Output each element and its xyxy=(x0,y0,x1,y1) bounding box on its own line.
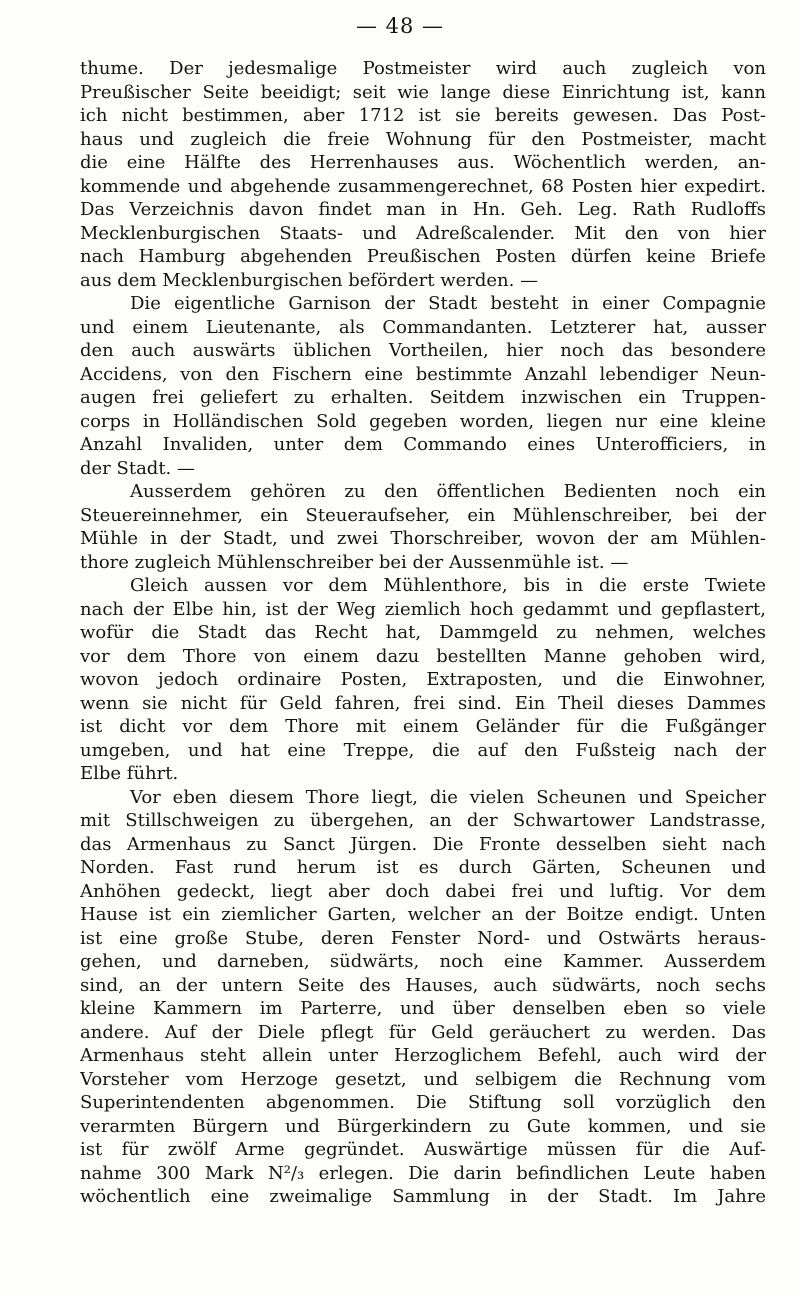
text-line: den auch auswärts üblichen Vortheilen, hier noch das besondere xyxy=(80,340,766,361)
text-line: wenn sie nicht für Geld fahren, frei sind. Ein Theil dieses Dammes xyxy=(80,692,766,714)
text-line: Hause ist ein ziemlicher Garten, welcher an der Boitze endigt. Unten xyxy=(80,904,766,925)
text-line: thore zugleich Mühlenschreiber bei der Aussenmühle ist. — xyxy=(80,551,629,573)
text-line: kleine Kammern im Parterre, und über denselben eben so viele xyxy=(80,998,766,1019)
text-line: Norden. Fast rund herum ist es durch Gärten, Scheunen und xyxy=(80,857,766,878)
page-number: — 48 — xyxy=(355,14,445,38)
text-line: Mecklenburgischen Staats- und Adreßcalender. Mit den von hier xyxy=(80,222,766,244)
text-line: Steuereinnehmer, ein Steueraufseher, ein Mühlenschreiber, bei der xyxy=(80,504,766,526)
text-line: Die eigentliche Garnison der Stadt besteht in einer Compagnie xyxy=(130,293,766,314)
text-line: corps in Holländischen Sold gegeben worden, liegen nur eine kleine xyxy=(80,410,766,432)
text-line: aus dem Mecklenburgischen befördert werden. — xyxy=(80,269,539,291)
text-line: haus und zugleich die freie Wohnung für den Postmeister, macht xyxy=(80,128,766,150)
text-line: andere. Auf der Diele pflegt für Geld geräuchert zu werden. Das xyxy=(80,1021,766,1043)
text-line: Das Verzeichnis davon findet man in Hn. Geh. Leg. Rath Rudloffs xyxy=(80,199,766,220)
text-line: Anzahl Invaliden, unter dem Commando eines Unterofficiers, in xyxy=(80,434,766,455)
text-line: Mühle in der Stadt, und zwei Thorschreiber, wovon der am Mühlen- xyxy=(80,528,766,549)
text-line: wofür die Stadt das Recht hat, Dammgeld zu nehmen, welches xyxy=(80,622,766,643)
text-line: vor dem Thore von einem dazu bestellten Manne gehoben wird, xyxy=(80,645,766,667)
text-line: ist dicht vor dem Thore mit einem Geländer für die Fußgänger xyxy=(80,716,766,737)
text-line: Elbe führt. xyxy=(80,763,179,784)
text-line: umgeben, und hat eine Treppe, die auf den Fußsteig nach der xyxy=(80,739,766,761)
text-line: Ausserdem gehören zu den öffentlichen Bedienten noch ein xyxy=(130,481,766,502)
text-line: das Armenhaus zu Sanct Jürgen. Die Fronte desselben sieht nach xyxy=(80,833,766,855)
text-line: Superintendenten abgenommen. Die Stiftung soll vorzüglich den xyxy=(80,1092,766,1113)
text-line: Anhöhen gedeckt, liegt aber doch dabei frei und luftig. Vor dem xyxy=(80,880,766,902)
text-line: ist für zwölf Arme gegründet. Auswärtige müssen für die Auf- xyxy=(80,1139,766,1160)
text-line: Accidens, von den Fischern eine bestimmte Anzahl lebendiger Neun- xyxy=(80,363,766,385)
text-line: ich nicht bestimmen, aber 1712 ist sie bereits gewesen. Das Post- xyxy=(80,105,766,126)
text-line: augen frei geliefert zu erhalten. Seitdem inzwischen ein Truppen- xyxy=(80,387,766,408)
text-line: verarmten Bürgern und Bürgerkindern zu Gute kommen, und sie xyxy=(80,1115,766,1137)
text-line: Preußischer Seite beeidigt; seit wie lange diese Einrichtung ist, kann xyxy=(80,81,766,103)
text-line: thume. Der jedesmalige Postmeister wird auch zugleich von xyxy=(80,58,766,79)
text-line: nach der Elbe hin, ist der Weg ziemlich hoch gedammt und gepflastert, xyxy=(80,598,766,620)
text-line: kommende und abgehende zusammengerechnet, 68 Posten hier expedirt. xyxy=(80,175,766,197)
text-line: wöchentlich eine zweimalige Sammlung in der Stadt. Im Jahre xyxy=(80,1186,766,1207)
text-line: Gleich aussen vor dem Mühlenthore, bis in die erste Twiete xyxy=(130,575,766,596)
text-line: nahme 300 Mark N²/₃ erlegen. Die darin befindlichen Leute haben xyxy=(80,1162,766,1184)
text-line: Armenhaus steht allein unter Herzoglichem Befehl, auch wird der xyxy=(80,1045,766,1066)
text-line: gehen, und darneben, südwärts, noch eine Kammer. Ausserdem xyxy=(80,951,766,972)
text-line: wovon jedoch ordinaire Posten, Extraposten, und die Einwohner, xyxy=(80,669,766,690)
text-line: Vorsteher vom Herzoge gesetzt, und selbigem die Rechnung vom xyxy=(80,1068,766,1090)
text-line: ist eine große Stube, deren Fenster Nord- und Ostwärts heraus- xyxy=(80,927,766,949)
text-line: der Stadt. — xyxy=(80,457,195,479)
text-line: Vor eben diesem Thore liegt, die vielen Scheunen und Speicher xyxy=(130,786,766,808)
text-line: die eine Hälfte des Herrenhauses aus. Wöchentlich werden, an- xyxy=(80,152,766,173)
body-text xyxy=(80,57,766,1209)
text-line: mit Stillschweigen zu übergehen, an der Schwartower Landstrasse, xyxy=(80,810,766,831)
text-line: nach Hamburg abgehenden Preußischen Posten dürfen keine Briefe xyxy=(80,246,766,267)
text-line: sind, an der untern Seite des Hauses, auch südwärts, noch sechs xyxy=(80,974,766,996)
text-line: und einem Lieutenante, als Commandanten. Letzterer hat, ausser xyxy=(80,316,766,338)
